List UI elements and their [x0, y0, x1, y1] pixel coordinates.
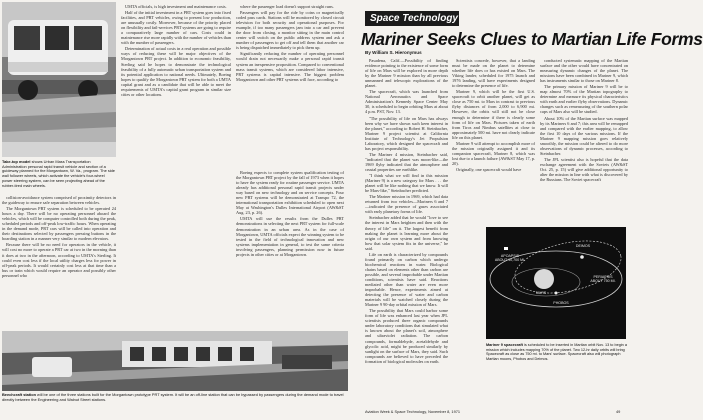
article-column-6: [452, 58, 535, 224]
paragraph: Scientists concede, however, that a landing must be made on the planet to determine whether life does or has existed on Mars. The Viking lander, scheduled for 1975 launch and 1976 landing, will have experiments designed to determine the presence of life.: [452, 58, 535, 89]
byline: By William S. Hieronymus: [365, 50, 422, 55]
caption-text: will be one of the three stations built for the Morgantown prototype PRT system. It will be an off-line station that can be bypassed by passengers during the demand mode to travel directly between the Engineering and Walnut Street stations.: [2, 392, 344, 402]
paragraph: The Morgantown PRT system is scheduled to be operated 24 hours a day. There will be no operating personnel aboard the vehicles, which will be computer controlled both during the peak, scheduled periods and off-peak low-traffic hours. When operating in the demand mode, PRT cars will be called into operation and their destinations selected by passengers pressing buttons in the boarding station in a manner very similar to modern elevators.: [2, 206, 116, 242]
caption-text: is scheduled to be inserted in Martian orbit Nov. 13 to begin a mission which includes mapping 70% of the planet. Two 12-hr daily orbits will bring Spacecraft as close as 750 mi. to Mars' surface. Spacecraft also will photograph Martian moons, Phobos and Deimos.: [486, 343, 627, 361]
paragraph: Pasadena, Calif.—Possibility of finding evidence pointing to the existence of some form of life on Mars will be explored in more depth by the Mariner 9 mission than by all previous unmanned and telescopic explorations of the planet.: [365, 58, 448, 89]
section-tag: Space Technology: [365, 11, 459, 26]
station-photo: [2, 331, 348, 391]
article-column-3: [236, 4, 344, 168]
footer-publication: Aviation Week & Space Technology, November 8, 1971: [365, 409, 461, 414]
orbit-caption: [486, 343, 628, 403]
spacecraft-icon: [504, 247, 508, 250]
paragraph: Life on earth is characterized by compounds found primarily on carbon which undergo biochemical reactions in water. Biological chains based on elements other than carbon are possible, and several improbable under Martian conditions, scientists have said. Reactions mediated other than water are even more improbable. Hence, experiments aimed at detecting the presence of water and carbon materials will be watched closely during the Mariner 9 90-day orbital mission of Mars.: [365, 251, 448, 308]
paragraph: The JPL scientist also is hopeful that the data exchange agreement with the Soviets (AW&ST Oct. 25, p. 15) will give additional opportunity to alter the mission in line with what is discovered by the Russians. The Soviet spacecraft: [540, 156, 628, 183]
mars-planet: [534, 269, 554, 289]
caption-lead: Beechcraft station: [2, 392, 36, 397]
paragraph: Determination of actual costs in a real operation and possible ways of reducing these will be major objectives of the Morgantown PRT project. In addition to economic feasibility, Sterling said he hopes to demonstrate the technological feasibility of a fully automatic urban transportation system and its potential application to national needs. Ultimately, Boeing hopes to qualify the Morgantown PRT system for both a UMTA capital grant and as a candidate that will be able to meet the requirements of UMTA's capital grant program in similar size cities or other locations.: [121, 46, 231, 97]
station-caption: [2, 393, 348, 405]
paragraph: The spacecraft, which was launched from National Aeronautics and Space Administration's Kennedy Space Center May 30, is scheduled to begin orbiting Mars at about 4 p.m. PST, Nov. 13.: [365, 89, 448, 115]
article-column-1: [2, 195, 116, 327]
caption-lead: Take-top model: [2, 159, 31, 164]
paragraph: About 10% of the Martian surface was mapped by its Mariners 6 and 7; this area will be remapped and compared with the earlier mapping, to allow the first 10 days of the various missions. If the Mariner 9 mapping mission goes relatively smoothly, the mission could be altered to do more observations of dynamic processes, according to Steinbacher.: [540, 115, 628, 156]
phobos-label: PHOBOS: [553, 301, 569, 305]
article-column-5: [365, 58, 448, 406]
caption-text: shows Urban Mass Transportation Administration personal rapid transit vehicle and section of a guideway planned for the Morgantown, W. Va., program. The side wall follower wheels, which activate the vehicle's four-wheel power steering system, can be seen projecting ahead of the rubber-tired main wheels.: [2, 159, 115, 188]
mars-label: MARS: [535, 291, 547, 295]
paragraph: "The possibility of life on Mars has always been why we have shown such keen interest in the planet," according to Robert H. Steinbacher, Mariner 9 project scientist at California Institute of Technology's Jet Propulsion Laboratory, which designed the spacecraft and has project responsibility.: [365, 115, 448, 151]
paragraph: Significantly reducing the number of operating personnel would drain not necessarily make a personal rapid transit system an inexpensive proposition. Compared to conventional mass transit systems, which are considered labor intensive, PRT systems is capital intensive. The biggest problem Morgantown and other PRT systems will face, according to: [236, 51, 344, 82]
article-column-2: [121, 4, 231, 327]
paragraph: "I think what we will find in this mission (Mariner 9) is a new category for Mars . . . the planet will be like nothing that we know. It will be Mars-like," Steinbacher predicted.: [365, 173, 448, 194]
paragraph: The primary mission of Mariner 9 will be to map almost 70% of the Martian topography to determine and measure its physical characteristics with earth and earlier flyby observations. Dynamic changes such as remeasuring of the southern polar caps of Mars also will be studied.: [540, 84, 628, 115]
prt-vehicle-photo: [2, 2, 116, 157]
apoapsis-label: APOAPSIS ABOUT 10,700 MI.: [494, 254, 526, 263]
article-column-4: [236, 170, 344, 327]
paragraph: The Mariner 4 mission, Steinbacher said, "indicated that the planet was moon-like—the 1969 flyby indicated that the atmosphere and crustal properties are earthlike.: [365, 151, 448, 172]
paragraph: Mariner 9 will attempt to accomplish more of the mission originally assigned it and its companion spacecraft, Mariner 8, which was lost due to a launch failure (AW&ST May 17, p. 20).: [452, 140, 535, 166]
paragraph: Boeing expects to complete system qualification testing of the Morgantown PRT project by the fall of 1973 when it hopes to have the system ready for routine passenger service. UMTA already has additional personal rapid transit projects under way based on new technology and on service concepts. Four new PRT systems will be demonstrated at Transpo 72, the international transportation exhibition scheduled to open next May at Washington's Dulles International Airport (AW&ST Aug. 23, p. 26).: [236, 170, 344, 216]
paragraph: where the passenger load doesn't support straight runs.: [240, 4, 334, 9]
paragraph: Because there will be no need for operators in the vehicle, it will cost no more to operate a PRT car at two in the morning than it does at two in the afternoon, according to UMTA's Sterling. It could even cost less if the local utility charges less for power in off-peak periods. It would certainly cost less at that time than a bus or train which would require an operator and possibly other personnel who: [2, 242, 116, 278]
caption-lead: Mariner 9 spacecraft: [486, 343, 523, 347]
paragraph: Passengers will pay for the ride by coins or magnetically coded pass cards. Stations will be monitored by closed circuit television for both security and operational purposes. For example, if too many passengers jam into a car and prevent the door from closing, a monitor sitting in the main control center will switch on the public address system and ask a number of passengers to get off and tell them that another car is being dispatched immediately to pick them up.: [236, 10, 344, 51]
paragraph: collision-avoidance system comprised of proximity detectors in the guideway to ensure safe separation between vehicles.: [2, 195, 116, 206]
paragraph: Mariner 9, which will be the first U.S. spacecraft to orbit another planet, will get as close as 750 mi. to Mars in contrast to previous flyby distances of from 2,000 to 6,900 mi. However, the orbits will still not be close enough to determine if there is clearly some form of life on Mars. Pictures taken of earth from Tiros and Nimbus satellites at close to approximately 500 mi. have not clearly indicate life on this planet.: [452, 89, 535, 140]
periapsis-label: PERIAPSIS ABOUT 750 MI.: [590, 275, 616, 284]
paragraph: Originally, one spacecraft would have: [456, 166, 522, 172]
paragraph: The possibility that Mars could harbor some form of life was enhanced last year when JPL scientists produced three organic compounds under laboratory conditions that simulated what is known about the planet's soil, atmosphere and ultraviolet radiation. The carbon compounds, formaldehyde, acetaldehyde and glycolic acid, might be produced similarly by sunlight on the surface of Mars, they said. Such compounds are believed to have preceded the formation of biological molecules on earth.: [365, 308, 448, 364]
mariner-orbit-diagram: [486, 227, 626, 339]
deimos-moon: [580, 255, 584, 259]
headline: Mariner Seeks Clues to Martian Life Forms: [361, 29, 703, 49]
paragraph: The Mariner mission in 1969, which had data returned from two vehicles—Mariners 6 and 7—indicated the presence of gases associated with early planetary forms of life.: [365, 194, 448, 215]
prt-vehicle-caption: [2, 160, 116, 190]
deimos-label: DEIMOS: [575, 244, 591, 248]
paragraph: conducted systematic mapping of the Martian surface and the other would have concentrated on measuring dynamic changes of the planet. The missions have been combined in Mariner 9, which has instruments similar to those on Mariner 8.: [540, 58, 628, 84]
article-column-7: [540, 58, 628, 224]
paragraph: UMTA will use the results from the Dulles PRT demonstrations in selecting the next PRT system for full-scale demonstration in an urban area. As in the case of Morgantown, UMTA officials expect the winning system to be tested in the field of technological innovation and new systems implementation in general, to test the same criteria involving passengers, planning permission now in future projects in other cities or at Morgantown.: [236, 216, 344, 257]
paragraph: UMTA officials, is high investment and maintenance costs.: [125, 4, 227, 9]
page-number: 49: [616, 409, 621, 414]
paragraph: Half of the initial investment in a PRT system goes into fixed facilities, and PRT vehicles, owing to present low production, are unusually costly. Moreover, because of the priority placed on flexibility and fail-services PRT systems are going to require a comparatively large number of cars. Costs could in maintenance rise more rapidly with the number of vehicles than with the number of passengers.: [121, 10, 231, 46]
paragraph: Steinbacher added that he would "love to see the interest in Mars heighten and then with the theory of life" on it. The largest benefit from making the planet is learning more about the origin of our own system and from knowing how that solar system fits in the universe," he said.: [365, 215, 448, 251]
